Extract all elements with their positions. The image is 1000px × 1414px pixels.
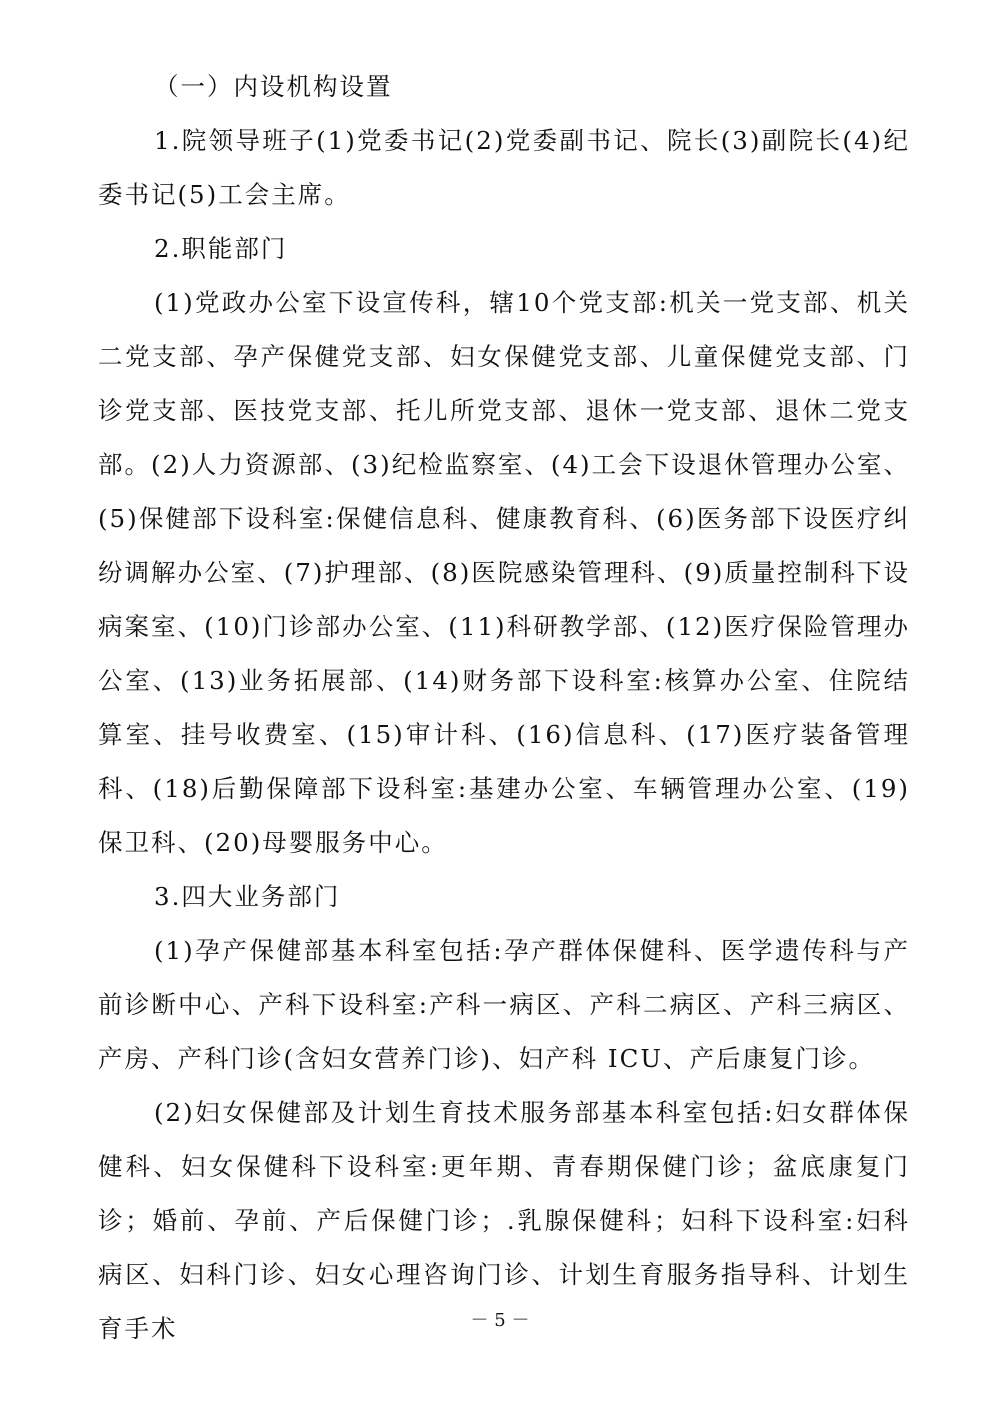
paragraph-women-health-department: (2)妇女保健部及计划生育技术服务部基本科室包括:妇女群体保健科、妇女保健科下设科室:更年期、青春期保健门诊；盆底康复门诊；婚前、孕前、产后保健门诊；.乳腺保健科；妇科下设科室:妇科病区、妇科门诊、妇女心理咨询门诊、计划生育服务指导科、计划生育手术 xyxy=(98,1098,910,1343)
paragraph-functional-departments: (1)党政办公室下设宣传科，辖10个党支部:机关一党支部、机关二党支部、孕产保健党支部、妇女保健党支部、儿童保健党支部、门诊党支部、医技党支部、托儿所党支部、退休一党支部、退休二党支部。(2)人力资源部、(3)纪检监察室、(4)工会下设退休管理办公室、(5)保健部下设科室:保健信息科、健康教育科、(6)医务部下设医疗纠纷调解办公室、(7)护理部、(8)医院感染管理科、(9)质量控制科下设病案室、(10)门诊部办公室、(11)科研教学部、(12)医疗保险管理办公室、(13)业务拓展部、(14)财务部下设科室:核算办公室、住院结算室、挂号收费室、(15)审计科、(16)信息科、(17)医疗装备管理科、(18)后勤保障部下设科室:基建办公室、车辆管理办公室、(19)保卫科、(20)母婴服务中心。 xyxy=(98,288,910,857)
page-number: － 5 － xyxy=(470,1310,530,1331)
paragraph-maternity-health-department: (1)孕产保健部基本科室包括:孕产群体保健科、医学遗传科与产前诊断中心、产科下设科室:产科一病区、产科二病区、产科三病区、产房、产科门诊(含妇女营养门诊)、妇产科 ICU、产后康复门诊。 xyxy=(98,936,910,1073)
heading-four-business-departments: 3.四大业务部门 xyxy=(154,882,341,911)
document-body xyxy=(98,60,910,1356)
section-heading-internal-institutions: （一）内设机构设置 xyxy=(154,72,393,101)
paragraph-hospital-leadership: 1.院领导班子(1)党委书记(2)党委副书记、院长(3)副院长(4)纪委书记(5)工会主席。 xyxy=(98,126,910,209)
heading-functional-departments: 2.职能部门 xyxy=(154,234,288,263)
